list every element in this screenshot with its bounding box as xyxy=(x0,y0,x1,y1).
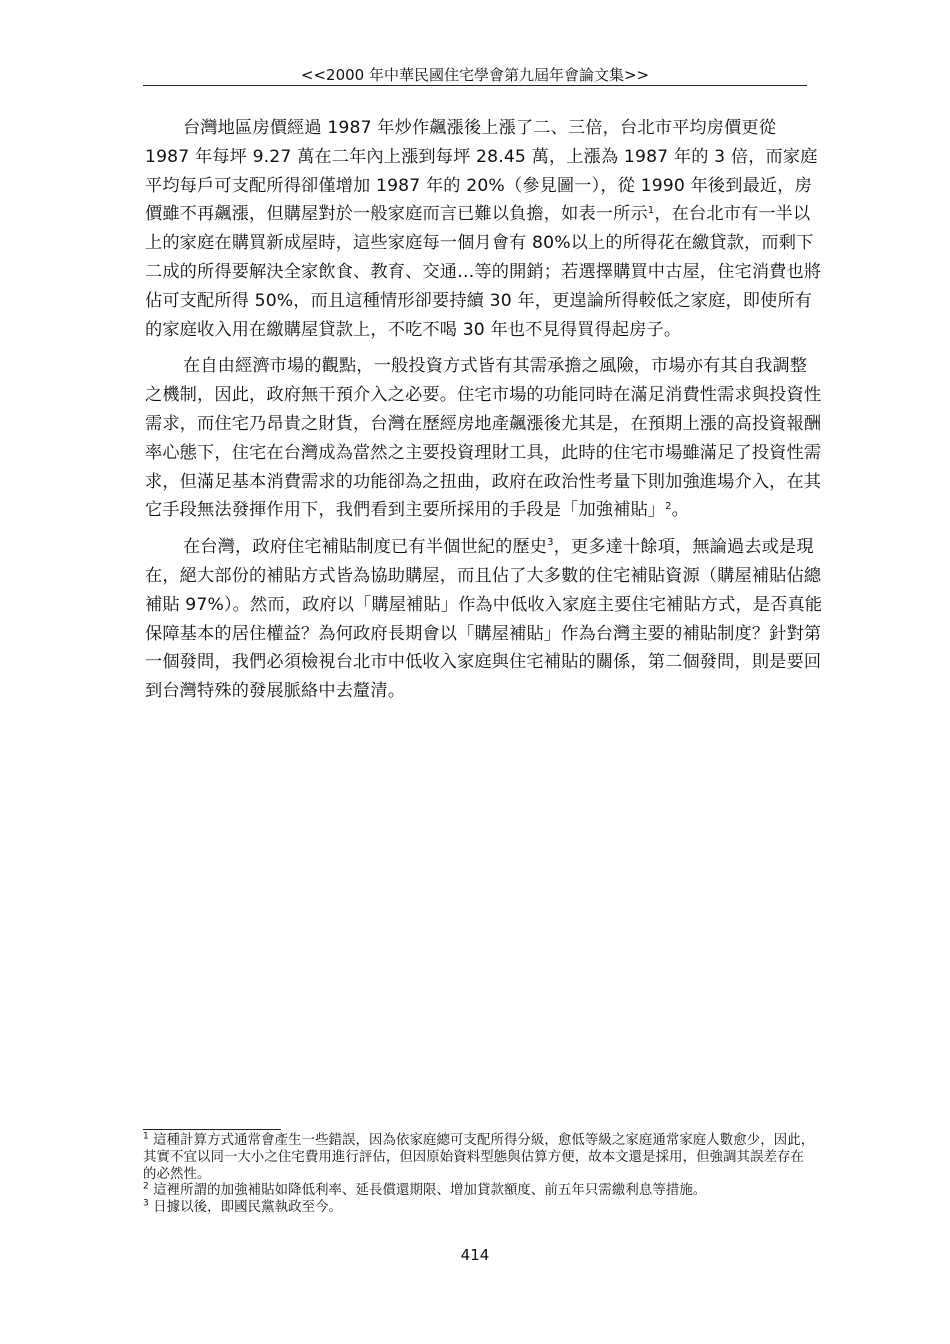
footnote-rule xyxy=(143,1129,281,1130)
footnote-2-number: 2 xyxy=(143,1181,149,1192)
footnote-1-number: 1 xyxy=(143,1131,149,1142)
footnote-3-number: 3 xyxy=(143,1198,149,1209)
paragraph-1-text-a: 台灣地區房價經過 1987 年炒作飆漲後上漲了二、三倍，台北市平均房價更從 1987 年每坪 9.27 萬在二年內上漲到每坪 28.45 萬，上漲為 1987 年的 3 倍，而家庭平均每戶可支配所得卻僅增加 1987 年的 20%（參見圖一），從 1990 年後到最近，房價雖不再飆漲，但購屋對於一般家庭而言已難以負擔，如表一所示 xyxy=(145,118,818,225)
footnote-1-text: 這種計算方式通常會產生一些錯誤，因為依家庭總可支配所得分級，愈低等級之家庭通常家庭人數愈少，因此，其實不宜以同一大小之住宅費用進行評估，但因原始資料型態與估算方便，故本文還是採用，但強調其誤差存在的必然性。 xyxy=(143,1133,815,1182)
footnote-1 xyxy=(143,1133,815,1183)
running-header: <<2000 年中華民國住宅學會第九屆年會論文集>> xyxy=(300,66,650,84)
paragraph-2-text-a: 在自由經濟市場的觀點，一般投資方式皆有其需承擔之風險，市場亦有其自我調整之機制，因此，政府無干預介入之必要。住宅市場的功能同時在滿足消費性需求與投資性需求，而住宅乃昂貴之財貨，台灣在歷經房地產飆漲後尤其是，在預期上漲的高投資報酬率心態下，住宅在台灣成為當然之主要投資理財工具，此時的住宅市場雖滿足了投資性需求，但滿足基本消費需求的功能卻為之扭曲，政府在政治性考量下則加強進場介入，在其它手段無法發揮作用下，我們看到主要所採用的手段是「加強補貼」 xyxy=(145,356,822,521)
footnote-ref-2[interactable]: 2 xyxy=(665,500,672,512)
header-rule xyxy=(143,85,807,86)
footnote-2 xyxy=(143,1183,815,1200)
footnote-ref-3[interactable]: 3 xyxy=(547,537,554,549)
paragraph-1 xyxy=(145,114,823,344)
footnote-ref-1[interactable]: 1 xyxy=(647,204,655,216)
footnotes xyxy=(143,1133,815,1217)
paragraph-1-text-b: ，在台北市有一半以上的家庭在購買新成屋時，這些家庭每一個月會有 80%以上的所得花在繳貸款，而剩下二成的所得要解決全家飲食、教育、交通…等的開銷；若選擇購買中古屋，住宅消費也將佔可支配所得 50%，而且這種情形卻要持續 30 年，更遑論所得較低之家庭，即使所有的家庭收入用在繳購屋貸款上，不吃不喝 30 年也不見得買得起房子。 xyxy=(145,204,822,340)
footnote-3-text: 日據以後，即國民黨執政至今。 xyxy=(148,1200,343,1216)
paragraph-3 xyxy=(145,533,823,706)
paragraph-3-text-a: 在台灣，政府住宅補貼制度已有半個世紀的歷史 xyxy=(183,537,548,558)
page-number: 414 xyxy=(460,1246,490,1264)
body-text xyxy=(145,114,823,714)
paragraph-2-text-b: 。 xyxy=(671,500,689,521)
paragraph-3-text-b: ，更多達十餘項，無論過去或是現在，絕大部份的補貼方式皆為協助購屋，而且佔了大多數的住宅補貼資源（購屋補貼佔總補貼 97%）。然而，政府以「購屋補貼」作為中低收入家庭主要住宅補貼方式，是否真能保障基本的居住權益？為何政府長期會以「購屋補貼」作為台灣主要的補貼制度？針對第一個發問，我們必須檢視台北市中低收入家庭與住宅補貼的關係，第二個發問，則是要回到台灣特殊的發展脈絡中去釐清。 xyxy=(145,537,823,702)
paragraph-2 xyxy=(145,352,823,525)
footnote-2-text: 這裡所謂的加強補貼如降低利率、延長償還期限、增加貸款額度、前五年只需繳利息等措施。 xyxy=(148,1183,707,1199)
footnote-3 xyxy=(143,1200,815,1217)
